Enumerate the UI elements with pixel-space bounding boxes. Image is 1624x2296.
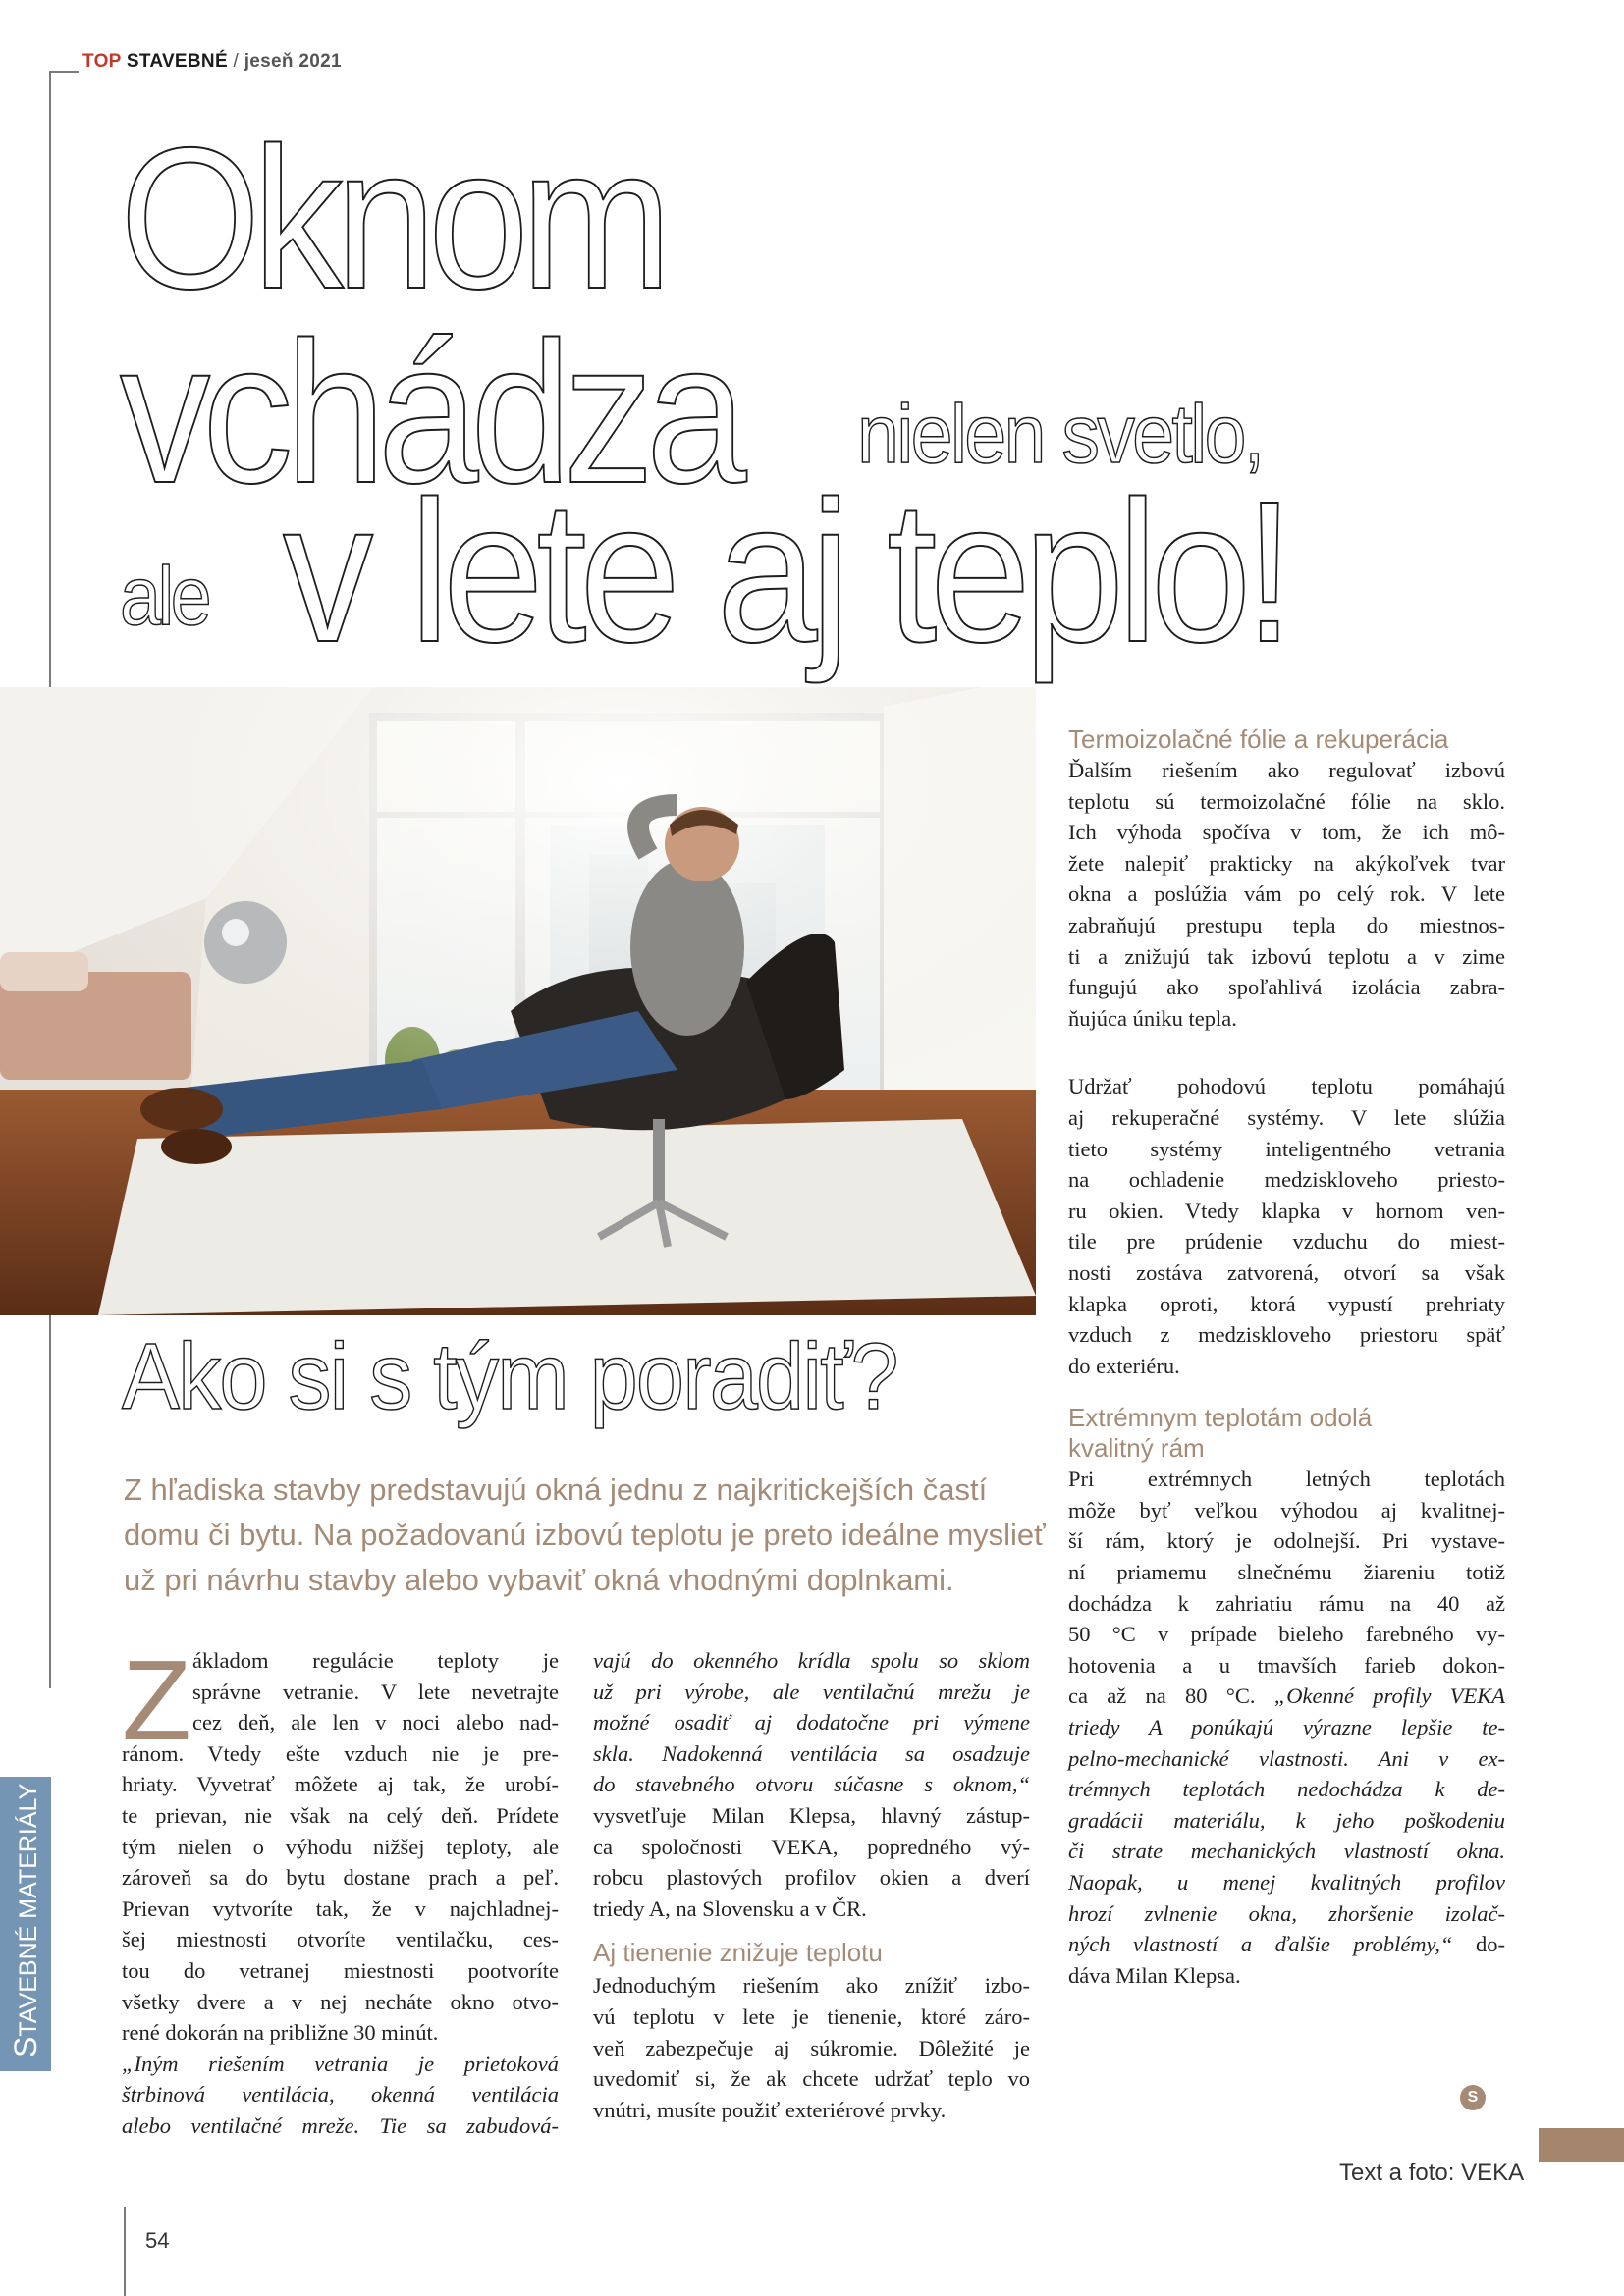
- text-segment-italic: „Okenné profily VEKA: [1273, 1683, 1505, 1709]
- lead-line: už pri návrhu stavby alebo vybaviť okná vhodnými doplnkami.: [124, 1563, 954, 1597]
- text-line: tým nielen o výhodu nižšej teploty, ale: [122, 1834, 559, 1859]
- text-line-mixed: [1068, 1929, 1505, 1960]
- lead-line: domu či bytu. Na požadovanú izbovú teplotu je preto ideálne myslieť: [124, 1518, 1046, 1552]
- text-line-italic: trémnych teplotách nedochádza k de-: [1068, 1777, 1505, 1802]
- text-line: zabraňujú prestupu tepla do miestnos-: [1068, 912, 1505, 937]
- text-line: do exteriéru.: [1068, 1353, 1180, 1378]
- text-line: rené dokorán na približne 30 minút.: [122, 2020, 439, 2046]
- text-line: vysvetľuje Milan Klepsa, hlavný zástup-: [593, 1802, 1030, 1828]
- text-line: nosti zostáva zatvorená, otvorí sa však: [1068, 1259, 1505, 1285]
- text-line: ákladom regulácie teploty je: [192, 1648, 559, 1673]
- text-line: ru okien. Vtedy klapka v hornom ven-: [1068, 1198, 1505, 1223]
- end-mark-icon: S: [1460, 2085, 1486, 2110]
- text-line: teplotu sú termoizolačné fólie na sklo.: [1068, 788, 1505, 814]
- text-line: vú teplotu v lete je tienenie, ktoré záro-: [593, 2003, 1030, 2029]
- left-margin-rule: [49, 71, 51, 687]
- text-line: dochádza k zahriatiu rámu na 40 až: [1068, 1590, 1505, 1616]
- issue-label: jeseň 2021: [244, 51, 342, 72]
- text-line: ní priamemu slnečnému žiareniu totiž: [1068, 1560, 1505, 1585]
- text-line: všetky dvere a v nej necháte okno otvo-: [122, 1989, 559, 2014]
- left-margin-rule-lower: [49, 1306, 51, 1688]
- text-line: okna a poslúžia vám po celý rok. V lete: [1068, 881, 1505, 907]
- text-line-italic: „Iným riešením vetrania je prietoková: [122, 2051, 559, 2076]
- drop-cap: Z: [122, 1636, 191, 1764]
- text-line-italic: alebo ventilačné mreže. Tie sa zabudová-: [122, 2112, 559, 2138]
- text-line: hotovenia a u tmavších farieb dokon-: [1068, 1652, 1505, 1678]
- lead-line: Z hľadiska stavby predstavujú okná jednu z najkritickejších častí: [124, 1472, 988, 1507]
- brand-top: TOP: [82, 51, 122, 72]
- section-tab-text: TAVEBNÉ MATERIÁLY: [15, 1783, 42, 2037]
- text-line: žete nalepiť prakticky na akýkoľvek tvar: [1068, 850, 1505, 876]
- text-line: Ich výhoda spočíva v tom, že ich mô-: [1068, 820, 1505, 845]
- text-line: Udržať pohodovú teplotu pomáhajú: [1068, 1074, 1505, 1099]
- text-line: šej miestnosti otvoríte ventilačku, ces-: [122, 1927, 559, 1952]
- text-line-italic: možné osadiť aj dodatočne pri výmene: [593, 1710, 1030, 1735]
- lead-paragraph: [124, 1468, 1046, 1603]
- folio-rule: [124, 2207, 126, 2296]
- header-separator: /: [233, 51, 240, 72]
- text-line: ňujúca úniku tepla.: [1068, 1005, 1237, 1031]
- section-heading: Ako si s tým poradiť?: [122, 1324, 897, 1429]
- text-line: zároveň sa do bytu dostane prach a peľ.: [122, 1865, 559, 1891]
- text-line-italic: hrozí zvlnenie okna, zhoršenie izolač-: [1068, 1900, 1505, 1926]
- text-segment: ca až na 80 °C.: [1068, 1683, 1274, 1709]
- text-line: uvedomiť si, že ak chcete udržať teplo vo: [593, 2066, 1030, 2092]
- body-column-c: [1068, 724, 1506, 1991]
- running-header: [82, 51, 342, 73]
- text-line: Prievan vytvoríte tak, že v najchladnej-: [122, 1896, 559, 1921]
- text-line: Jednoduchým riešením ako znížiť izbo-: [593, 1973, 1030, 1999]
- text-line: tile pre prúdenie vzduchu do miest-: [1068, 1229, 1505, 1255]
- text-line-italic: skla. Nadokenná ventilácia sa osadzuje: [593, 1740, 1030, 1766]
- text-line: na ochladenie medziskloveho priesto-: [1068, 1167, 1505, 1193]
- text-line: robcu plastových profilov okien a dverí: [593, 1865, 1030, 1891]
- title-line-3-big: v lete aj teplo!: [283, 459, 1288, 684]
- text-segment-italic: ných vlastností a ďalšie problémy,“: [1068, 1932, 1453, 1957]
- body-column-a: [122, 1636, 559, 2142]
- text-segment: do-: [1452, 1932, 1506, 1957]
- body-column-b: [593, 1645, 1030, 2125]
- text-line-italic: vajú do okenného krídla spolu so sklom: [593, 1648, 1030, 1673]
- text-line: môže byť veľkou výhodou aj kvalitnej-: [1068, 1497, 1505, 1522]
- text-line: 50 °C v prípade bieleho farebného vy-: [1068, 1622, 1505, 1647]
- text-line: ca spoločnosti VEKA, popredného vý-: [593, 1834, 1030, 1859]
- credit-bar: [1539, 2128, 1624, 2162]
- text-line: ší rám, ktorý je odolnejší. Pri vystave-: [1068, 1528, 1505, 1554]
- page-number: 54: [145, 2228, 170, 2253]
- text-line: veň zabezpečuje aj súkromie. Dôležité je: [593, 2035, 1030, 2060]
- text-line: aj rekuperačné systémy. V lete slúžia: [1068, 1104, 1505, 1130]
- brand-name: STAVEBNÉ: [126, 51, 228, 72]
- text-line-italic: do stavebného otvoru súčasne s oknom,“: [593, 1772, 1030, 1797]
- text-line: fungujú ako spoľahlivá izolácia zabra-: [1068, 975, 1505, 1000]
- subheading-foils: Termoizolačné fólie a rekuperácia: [1068, 724, 1449, 754]
- text-line: klapka oproti, ktorá vypustí prehriaty: [1068, 1291, 1505, 1316]
- text-line: tieto systémy inteligentného vetrania: [1068, 1136, 1505, 1161]
- text-line: cez deň, ale len v noci alebo nad-: [192, 1710, 559, 1735]
- text-line-italic: či strate mechanických vlastností okna.: [1068, 1839, 1505, 1864]
- text-line-italic: už pri výrobe, ale ventilačnú mrežu je: [593, 1679, 1030, 1704]
- text-line: Pri extrémnych letných teplotách: [1068, 1467, 1505, 1492]
- title-line-2-small: nielen svetlo,: [857, 388, 1263, 480]
- text-line-italic: pelno-mechanické vlastnosti. Ani v ex-: [1068, 1745, 1505, 1771]
- text-line: hriaty. Vyvetrať môžete aj tak, že urobí-: [122, 1772, 559, 1797]
- subheading-frame-1: Extrémnym teplotám odolá: [1068, 1403, 1373, 1433]
- title-line-1: Oknom: [120, 106, 665, 331]
- header-rule: [49, 71, 79, 73]
- text-line-italic: Naopak, u menej kvalitných profilov: [1068, 1870, 1505, 1895]
- photo-credit: Text a foto: VEKA: [1339, 2160, 1525, 2186]
- text-line: vnútri, musíte použiť exteriérové prvky.: [593, 2097, 947, 2122]
- text-line: ránom. Vtedy ešte vzduch nie je pre-: [122, 1740, 559, 1766]
- hero-photo: [0, 687, 1036, 1315]
- text-line-italic: triedy A ponúkajú výrazne lepšie te-: [1068, 1715, 1505, 1740]
- text-line: ti a znižujú tak izbovú teplotu a v zime: [1068, 943, 1505, 969]
- text-line: tou do vetranej miestnosti pootvoríte: [122, 1957, 559, 1983]
- subheading-frame-2: kvalitný rám: [1068, 1433, 1205, 1464]
- hero-photo-illustration: [0, 687, 1036, 1315]
- text-line: vzduch z medziskloveho priestoru späť: [1068, 1322, 1505, 1348]
- text-line: dáva Milan Klepsa.: [1068, 1962, 1241, 1988]
- text-line: Ďalším riešením ako regulovať izbovú: [1068, 758, 1505, 782]
- section-tab-label: [0, 1775, 51, 2069]
- subheading-shading: Aj tienenie znižuje teplotu: [593, 1938, 883, 1968]
- text-line-mixed: [1068, 1681, 1505, 1712]
- title-line-3-small: ale: [120, 550, 209, 642]
- section-tab-cap: S: [8, 2036, 43, 2057]
- title-line-2-big: vchádza: [120, 300, 739, 525]
- text-line-italic: gradácii materiálu, k jeho poškodeniu: [1068, 1807, 1505, 1833]
- text-line: správne vetranie. V lete nevetrajte: [192, 1679, 559, 1704]
- text-line: te prievan, nie však na celý deň. Prídete: [122, 1802, 559, 1828]
- text-line: triedy A, na Slovensku a v ČR.: [593, 1896, 867, 1921]
- text-line-italic: štrbinová ventilácia, okenná ventilácia: [122, 2082, 559, 2108]
